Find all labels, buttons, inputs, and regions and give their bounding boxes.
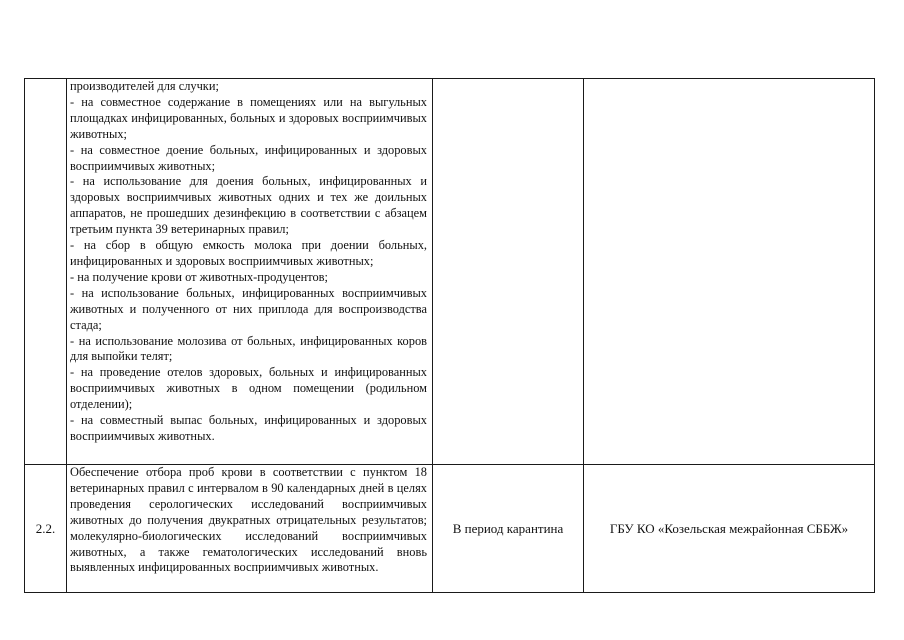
measure-cell — [67, 465, 433, 593]
table-row — [25, 465, 875, 593]
measure-cell — [67, 79, 433, 465]
list-item: - на сбор в общую емкость молока при доении больных, инфицированных и здоровых восприимчивых животных; — [70, 238, 427, 268]
list-item: - на совместное содержание в помещениях или на выгульных площадках инфицированных, больных и здоровых восприимчивых животных; — [70, 94, 427, 141]
list-item: - на проведение отелов здоровых, больных и инфицированных восприимчивых животных в одном помещении (родильном отделении); — [70, 365, 427, 412]
row-number-cell — [25, 79, 67, 465]
responsible-cell — [584, 79, 875, 465]
list-item: - на использование молозива от больных, инфицированных коров для выпойки телят; — [70, 333, 427, 364]
measure-text: Обеспечение отбора проб крови в соответствии с пунктом 18 ветеринарных правил с интервалом в 90 календарных дней в целях проведения серологических исследований восприимчивых животных до получения двукратных отрицательных результатов; молекулярно-биологических исследований восприимчивых животных, а также гематологических исследований вновь выявленных инфицированных восприимчивых животных. — [70, 465, 427, 575]
measures-table — [24, 78, 875, 593]
list-item: - на использование для доения больных, инфицированных и здоровых восприимчивых животных одних и тех же доильных аппаратов, не прошедших дезинфекцию в соответствии с абзацем третьим пункта 39 ветеринарных правил; — [70, 174, 427, 237]
list-item: - на использование больных, инфицированных восприимчивых животных и полученного от них приплода для воспроизводства стада; — [70, 285, 427, 332]
list-item: - на совместное доение больных, инфицированных и здоровых восприимчивых животных; — [70, 142, 427, 173]
term-cell: В период карантина — [433, 465, 584, 593]
responsible-cell: ГБУ КО «Козельская межрайонная СББЖ» — [584, 465, 875, 593]
row-number-cell: 2.2. — [25, 465, 67, 593]
table-row — [25, 79, 875, 465]
list-item: - на получение крови от животных-продуцентов; — [70, 269, 328, 284]
term-cell — [433, 79, 584, 465]
continuation-line: производителей для случки; — [70, 79, 219, 93]
list-item: - на совместный выпас больных, инфицированных и здоровых восприимчивых животных. — [70, 413, 427, 443]
